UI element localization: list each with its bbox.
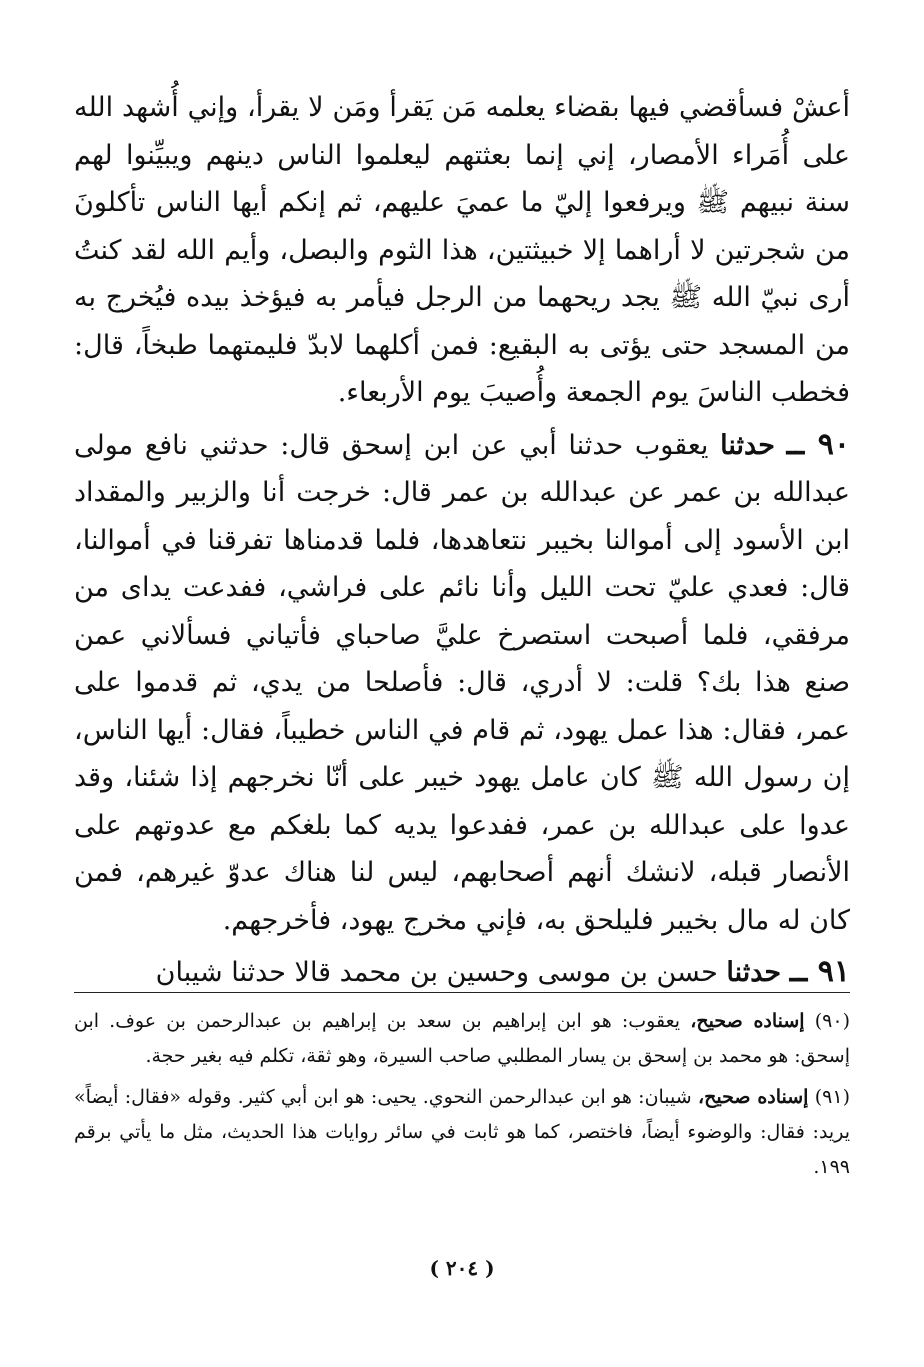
- footnote-91-grade: إسناده صحيح،: [697, 1086, 809, 1108]
- footnote-91: [74, 1080, 850, 1185]
- continued-paragraph: أعشْ فسأقضي فيها بقضاء يعلمه مَن يَقرأ ومَن لا يقرأ، وإني أُشهد الله على أُمَراء الأمصار، إني إنما بعثتهم ليعلموا الناس دينهم ويبيِّنوا لهم سنة نبيهم ﷺ ويرفعوا إليّ ما عميَ عليهم، ثم إنكم أيها الناس تأكلونَ من شجرتين لا أراهما إلا خبيثتين، هذا الثوم والبصل، وأيم الله لقد كنتُ أرى نبيّ الله ﷺ يجد ريحهما من الرجل فيأمر به فيؤخذ بيده فيُخرج به من المسجد حتى يؤتى به البقيع: فمن أكلهما لابدّ فليمتهما طبخاً، قال: فخطب الناسَ يوم الجمعة وأُصيبَ يوم الأربعاء.: [74, 92, 850, 408]
- footnote-90-text: يعقوب: هو ابن إبراهيم بن سعد بن إبراهيم بن عبدالرحمن بن عوف. ابن إسحق: هو محمد بن إسحق بن يسار المطلبي صاحب السيرة، وهو ثقة، تكلم فيه بغير حجة.: [74, 1010, 850, 1067]
- page-number: ( ٢٠٤ ): [429, 1256, 495, 1280]
- hadith-91-lead: حدثنا: [726, 957, 782, 988]
- hadith-91-paragraph: [74, 948, 850, 997]
- hadith-91-number: ٩١ ــ: [789, 954, 850, 989]
- main-text-body: [74, 84, 850, 997]
- hadith-90-number: ٩٠ ــ: [786, 426, 850, 462]
- footnote-91-text: شيبان: هو ابن عبدالرحمن النحوي. يحيى: هو ابن أبي كثير. وقوله «فقال: أيضاً» يريد: فقال: والوضوء أيضاً، فاختصر، كما هو ثابت في سائر روايات هذا الحديث، مثل ما يأتي برقم ١٩٩.: [74, 1086, 850, 1178]
- book-page: [74, 84, 850, 1327]
- footnote-divider: [74, 992, 850, 993]
- hadith-90-text: يعقوب حدثنا أبي عن ابن إسحق قال: حدثني نافع مولى عبدالله بن عمر عن عبدالله بن عمر قال: خرجت أنا والزبير والمقداد ابن الأسود إلى أموالنا بخيبر نتعاهدها، فلما قدمناها تفرقنا في أموالنا، قال: فعدي عليّ تحت الليل وأنا نائم على فراشي، ففدعت يداى من مرفقي، فلما أصبحت استصرخ عليَّ صاحباي فأتياني فسألاني عمن صنع هذا بك؟ قلت: لا أدري، قال: فأصلحا من يدي، ثم قدموا على عمر، فقال: هذا عمل يهود، ثم قام في الناس خطيباً، فقال: أيها الناس، إن رسول الله ﷺ كان عامل يهود خيبر على أنّا نخرجهم إذا شئنا، وقد عدوا على عبدالله بن عمر، ففدعوا يديه كما بلغكم مع عدوتهم على الأنصار قبله، لانشك أنهم أصحابهم، ليس لنا هناك عدوّ غيرهم، فمن كان له مال بخيبر فليلحق به، فإني مخرج يهود، فأخرجهم.: [74, 429, 850, 936]
- footnote-90-number: (٩٠): [814, 1010, 851, 1032]
- footnote-90: [74, 1004, 850, 1074]
- hadith-90-lead: حدثنا: [720, 429, 775, 461]
- hadith-91-text: حسن بن موسى وحسين بن محمد قالا حدثنا شيبان: [155, 957, 718, 988]
- footnote-91-number: (٩١): [814, 1086, 850, 1108]
- footnote-90-grade: إسناده صحيح،: [690, 1010, 805, 1032]
- hadith-90-paragraph: [74, 421, 850, 945]
- footnotes-section: [74, 1004, 850, 1191]
